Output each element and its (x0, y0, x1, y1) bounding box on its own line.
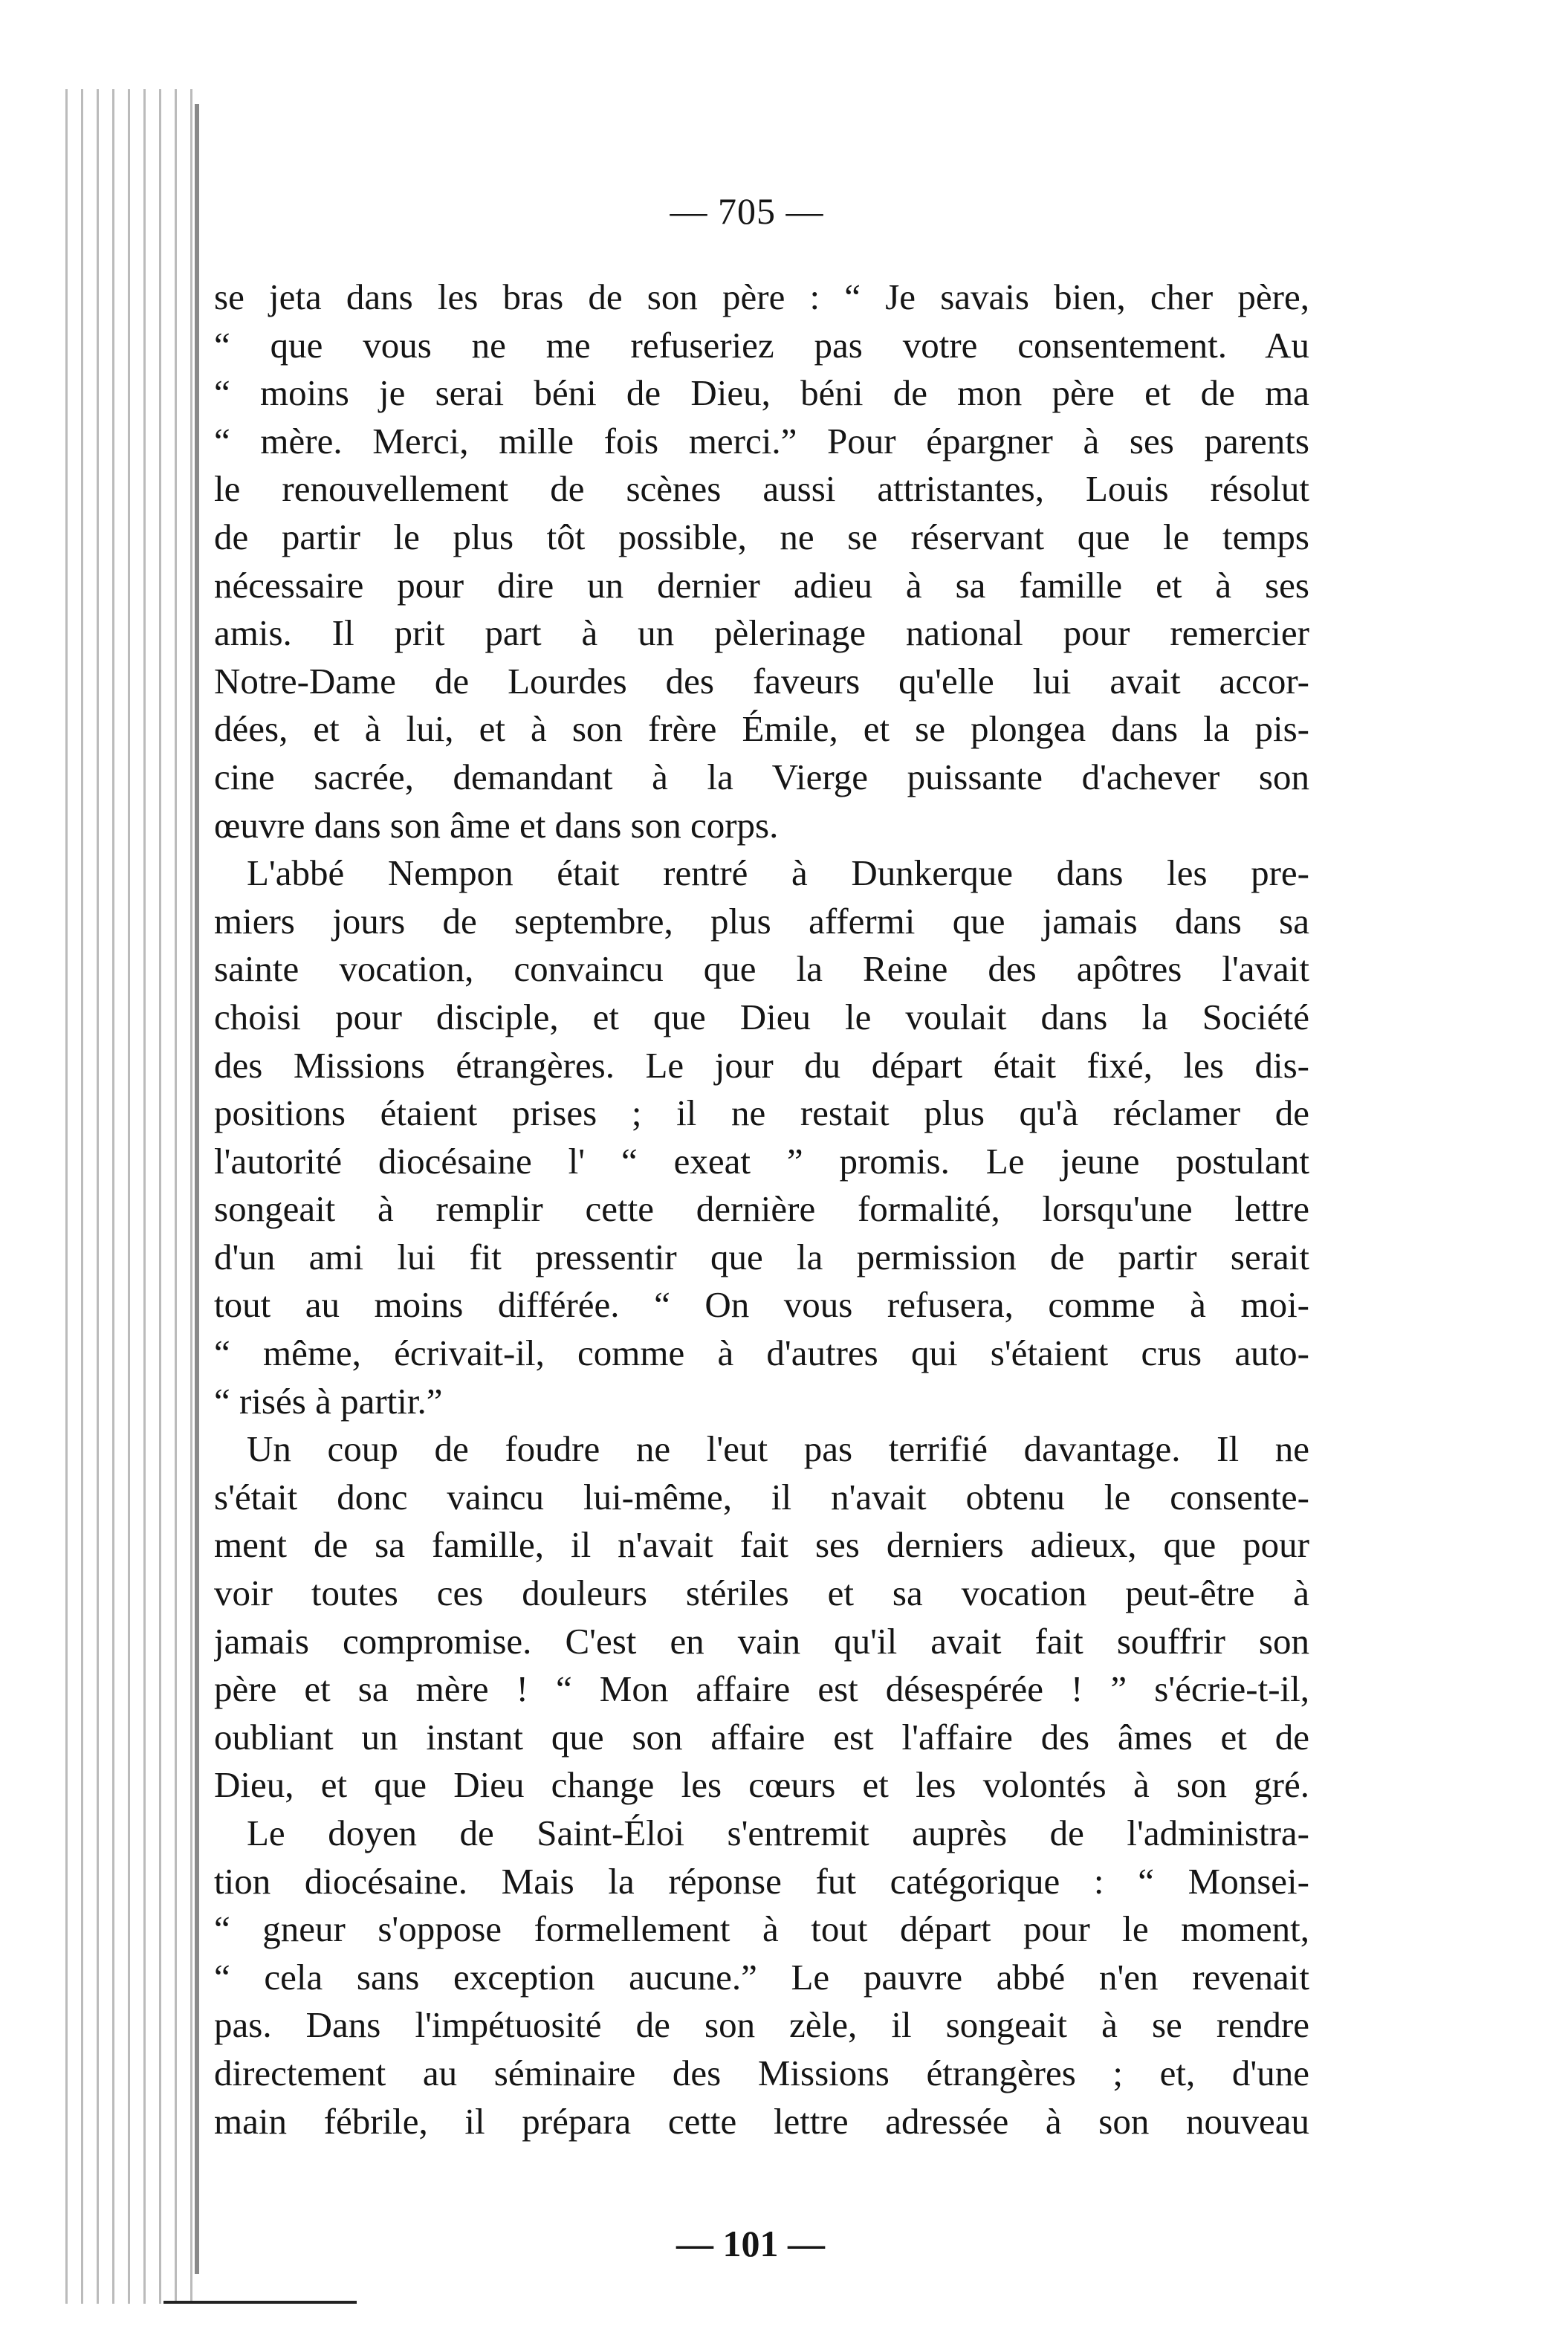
text-line: dées, et à lui, et à son frère Émile, et se plongea dans la pis- (214, 708, 1309, 750)
bottom-rule (163, 2301, 357, 2304)
paragraph-start-line: Un coup de foudre ne l'eut pas terrifié davantage. Il ne (247, 1428, 1309, 1470)
text-line: main fébrile, il prépara cette lettre adressée à son nouveau (214, 2100, 1309, 2142)
text-line: tion diocésaine. Mais la réponse fut catégorique : “ Monsei- (214, 1860, 1309, 1902)
text-line: des Missions étrangères. Le jour du départ était fixé, les dis- (214, 1044, 1309, 1086)
text-line: s'était donc vaincu lui-même, il n'avait obtenu le consente- (214, 1476, 1309, 1517)
text-line: “ que vous ne me refuseriez pas votre consentement. Au (214, 324, 1309, 366)
text-line: songeait à remplir cette dernière formalité, lorsqu'une lettre (214, 1188, 1309, 1230)
text-line: se jeta dans les bras de son père : “ Je savais bien, cher père, (214, 276, 1309, 317)
body-text (214, 273, 1309, 2145)
text-line: choisi pour disciple, et que Dieu le voulait dans la Société (214, 996, 1309, 1037)
text-line: “ même, écrivait-il, comme à d'autres qui s'étaient crus auto- (214, 1332, 1309, 1374)
text-line: Notre-Dame de Lourdes des faveurs qu'elle lui avait accor- (214, 660, 1309, 702)
text-line: père et sa mère ! “ Mon affaire est désespérée ! ” s'écrie-t-il, (214, 1668, 1309, 1710)
text-line: amis. Il prit part à un pèlerinage national pour remercier (214, 612, 1309, 654)
text-line: “ cela sans exception aucune.” Le pauvre abbé n'en revenait (214, 1956, 1309, 1998)
text-line: de partir le plus tôt possible, ne se réservant que le temps (214, 516, 1309, 557)
page-number-header: — 705 — (670, 190, 824, 232)
binding-gutter (52, 89, 201, 2304)
text-line: d'un ami lui fit pressentir que la permission de partir serait (214, 1236, 1309, 1277)
text-line: voir toutes ces douleurs stériles et sa vocation peut-être à (214, 1572, 1309, 1614)
text-line: ment de sa famille, il n'avait fait ses derniers adieux, que pour (214, 1524, 1309, 1566)
paragraph-start-line: L'abbé Nempon était rentré à Dunkerque dans les pre- (247, 852, 1309, 894)
text-line: sainte vocation, convaincu que la Reine des apôtres l'avait (214, 948, 1309, 990)
text-line: pas. Dans l'impétuosité de son zèle, il songeait à se rendre (214, 2004, 1309, 2046)
text-line: “ mère. Merci, mille fois merci.” Pour épargner à ses parents (214, 420, 1309, 461)
text-line: jamais compromise. C'est en vain qu'il avait fait souffrir son (214, 1620, 1309, 1662)
page-number-footer: — 101 — (676, 2223, 825, 2264)
text-line: tout au moins différée. “ On vous refusera, comme à moi- (214, 1284, 1309, 1326)
text-line: “ risés à partir.” (214, 1380, 443, 1422)
text-line: “ gneur s'oppose formellement à tout départ pour le moment, (214, 1908, 1309, 1950)
binding-edge (195, 104, 199, 2274)
text-line: directement au séminaire des Missions étrangères ; et, d'une (214, 2052, 1309, 2093)
text-line: l'autorité diocésaine l' “ exeat ” promis. Le jeune postulant (214, 1140, 1309, 1182)
text-line: “ moins je serai béni de Dieu, béni de mon père et de ma (214, 372, 1309, 414)
text-line: positions étaient prises ; il ne restait plus qu'à réclamer de (214, 1092, 1309, 1134)
text-line: cine sacrée, demandant à la Vierge puissante d'achever son (214, 756, 1309, 797)
paragraph-start-line: Le doyen de Saint-Éloi s'entremit auprès de l'administra- (247, 1813, 1309, 1853)
text-line: miers jours de septembre, plus affermi que jamais dans sa (214, 900, 1309, 942)
text-line: oubliant un instant que son affaire est l'affaire des âmes et de (214, 1716, 1309, 1758)
text-line: nécessaire pour dire un dernier adieu à sa famille et à ses (214, 564, 1309, 606)
text-line: le renouvellement de scènes aussi attristantes, Louis résolut (214, 468, 1309, 510)
text-line: œuvre dans son âme et dans son corps. (214, 804, 779, 846)
text-line: Dieu, et que Dieu change les cœurs et les volontés à son gré. (214, 1764, 1309, 1806)
